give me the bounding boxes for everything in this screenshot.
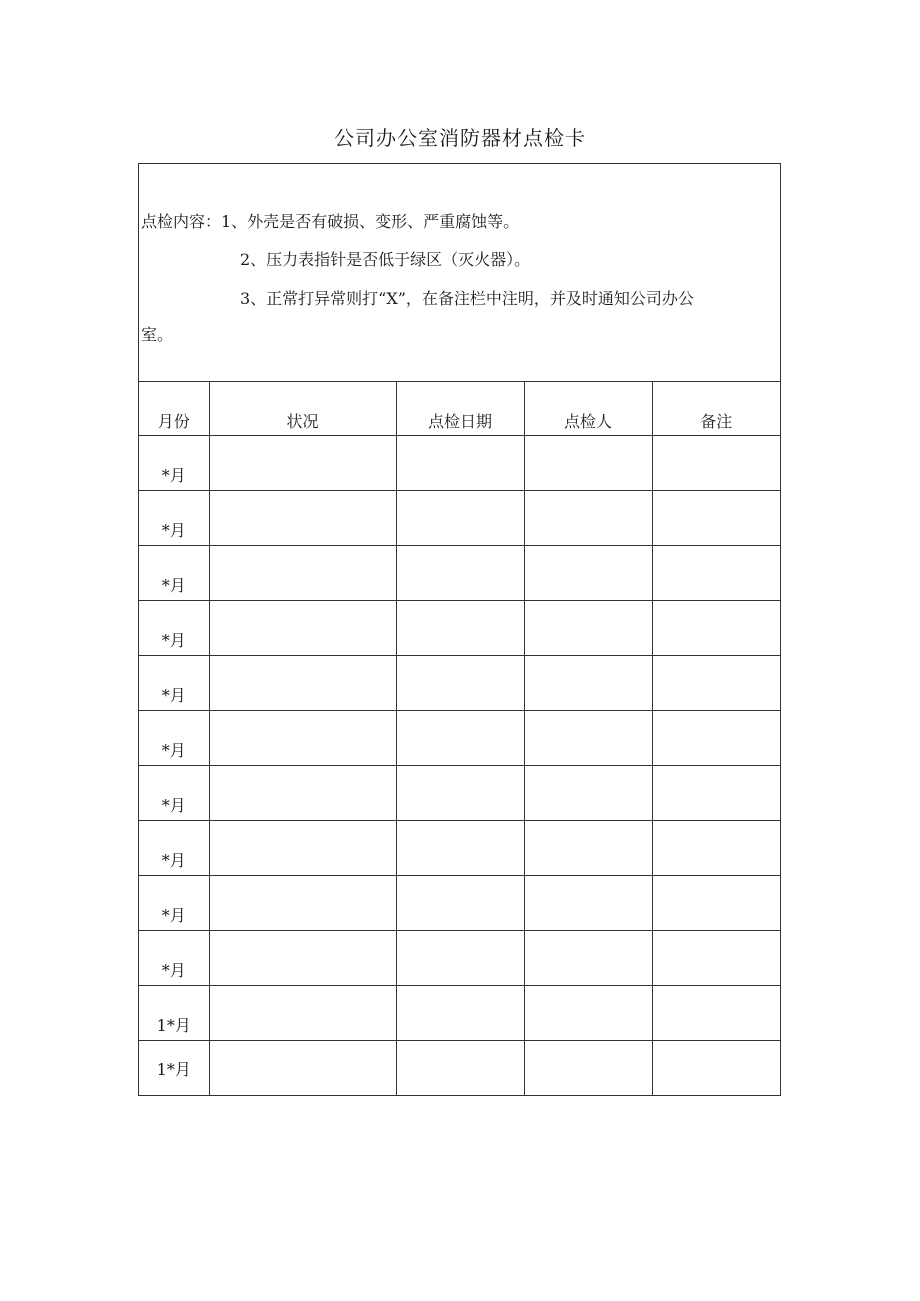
inspection-date-cell[interactable]: [396, 931, 524, 986]
month-cell: *月: [139, 931, 209, 986]
inspector-cell[interactable]: [524, 601, 652, 656]
month-cell: *月: [139, 876, 209, 931]
remarks-cell[interactable]: [652, 821, 780, 876]
instruction-line-3-continued: 室。: [141, 325, 174, 344]
instruction-line-2: 2、压力表指针是否低于绿区（灭火器）。: [240, 250, 531, 269]
instruction-line-1: 点检内容：1、外壳是否有破损、变形、严重腐蚀等。: [141, 212, 520, 231]
inspector-cell[interactable]: [524, 491, 652, 546]
status-cell[interactable]: [209, 766, 396, 821]
status-cell[interactable]: [209, 986, 396, 1041]
table-row: [139, 821, 780, 876]
month-cell: *月: [139, 491, 209, 546]
status-cell[interactable]: [209, 601, 396, 656]
remarks-cell[interactable]: [652, 766, 780, 821]
inspection-date-cell[interactable]: [396, 546, 524, 601]
inspector-cell[interactable]: [524, 931, 652, 986]
inspector-cell[interactable]: [524, 1041, 652, 1096]
inspection-date-cell[interactable]: [396, 436, 524, 491]
header-remarks: 备注: [652, 382, 780, 436]
month-cell: 1*月: [139, 986, 209, 1041]
month-cell: *月: [139, 821, 209, 876]
table-row: [139, 931, 780, 986]
remarks-cell[interactable]: [652, 1041, 780, 1096]
header-month: 月份: [139, 382, 209, 436]
inspector-cell[interactable]: [524, 821, 652, 876]
inspection-date-cell[interactable]: [396, 711, 524, 766]
inspector-cell[interactable]: [524, 436, 652, 491]
month-cell: *月: [139, 766, 209, 821]
header-inspection-date: 点检日期: [396, 382, 524, 436]
status-cell[interactable]: [209, 656, 396, 711]
month-cell: *月: [139, 711, 209, 766]
inspection-date-cell[interactable]: [396, 656, 524, 711]
status-cell[interactable]: [209, 546, 396, 601]
table-row: [139, 1041, 780, 1096]
remarks-cell[interactable]: [652, 601, 780, 656]
instruction-line-3: 3、正常打异常则打“X”，在备注栏中注明，并及时通知公司办公: [240, 289, 694, 308]
inspector-cell[interactable]: [524, 711, 652, 766]
status-cell[interactable]: [209, 876, 396, 931]
remarks-cell[interactable]: [652, 711, 780, 766]
inspector-cell[interactable]: [524, 876, 652, 931]
inspector-cell[interactable]: [524, 986, 652, 1041]
status-cell[interactable]: [209, 1041, 396, 1096]
inspection-date-cell[interactable]: [396, 1041, 524, 1096]
month-cell: *月: [139, 601, 209, 656]
remarks-cell[interactable]: [652, 931, 780, 986]
inspection-date-cell[interactable]: [396, 766, 524, 821]
table-row: [139, 436, 780, 491]
month-cell: 1*月: [139, 1041, 209, 1096]
inspection-date-cell[interactable]: [396, 821, 524, 876]
inspection-date-cell[interactable]: [396, 491, 524, 546]
inspector-cell[interactable]: [524, 656, 652, 711]
inspector-cell[interactable]: [524, 766, 652, 821]
table-header-row: [139, 382, 780, 436]
table-row: [139, 546, 780, 601]
month-cell: *月: [139, 656, 209, 711]
status-cell[interactable]: [209, 436, 396, 491]
inspection-instructions: [139, 164, 780, 382]
status-cell[interactable]: [209, 491, 396, 546]
table-row: [139, 986, 780, 1041]
table-row: [139, 656, 780, 711]
remarks-cell[interactable]: [652, 656, 780, 711]
inspector-cell[interactable]: [524, 546, 652, 601]
status-cell[interactable]: [209, 711, 396, 766]
header-inspector: 点检人: [524, 382, 652, 436]
inspection-date-cell[interactable]: [396, 876, 524, 931]
table-row: [139, 876, 780, 931]
remarks-cell[interactable]: [652, 491, 780, 546]
month-cell: *月: [139, 546, 209, 601]
remarks-cell[interactable]: [652, 876, 780, 931]
inspection-date-cell[interactable]: [396, 986, 524, 1041]
status-cell[interactable]: [209, 931, 396, 986]
inspection-date-cell[interactable]: [396, 601, 524, 656]
inspection-card: [138, 163, 781, 1096]
table-row: [139, 491, 780, 546]
remarks-cell[interactable]: [652, 986, 780, 1041]
header-status: 状况: [209, 382, 396, 436]
status-cell[interactable]: [209, 821, 396, 876]
page-title: 公司办公室消防器材点检卡: [334, 126, 586, 150]
table-row: [139, 766, 780, 821]
inspection-table: [139, 382, 780, 1095]
table-row: [139, 601, 780, 656]
table-row: [139, 711, 780, 766]
month-cell: *月: [139, 436, 209, 491]
remarks-cell[interactable]: [652, 436, 780, 491]
remarks-cell[interactable]: [652, 546, 780, 601]
